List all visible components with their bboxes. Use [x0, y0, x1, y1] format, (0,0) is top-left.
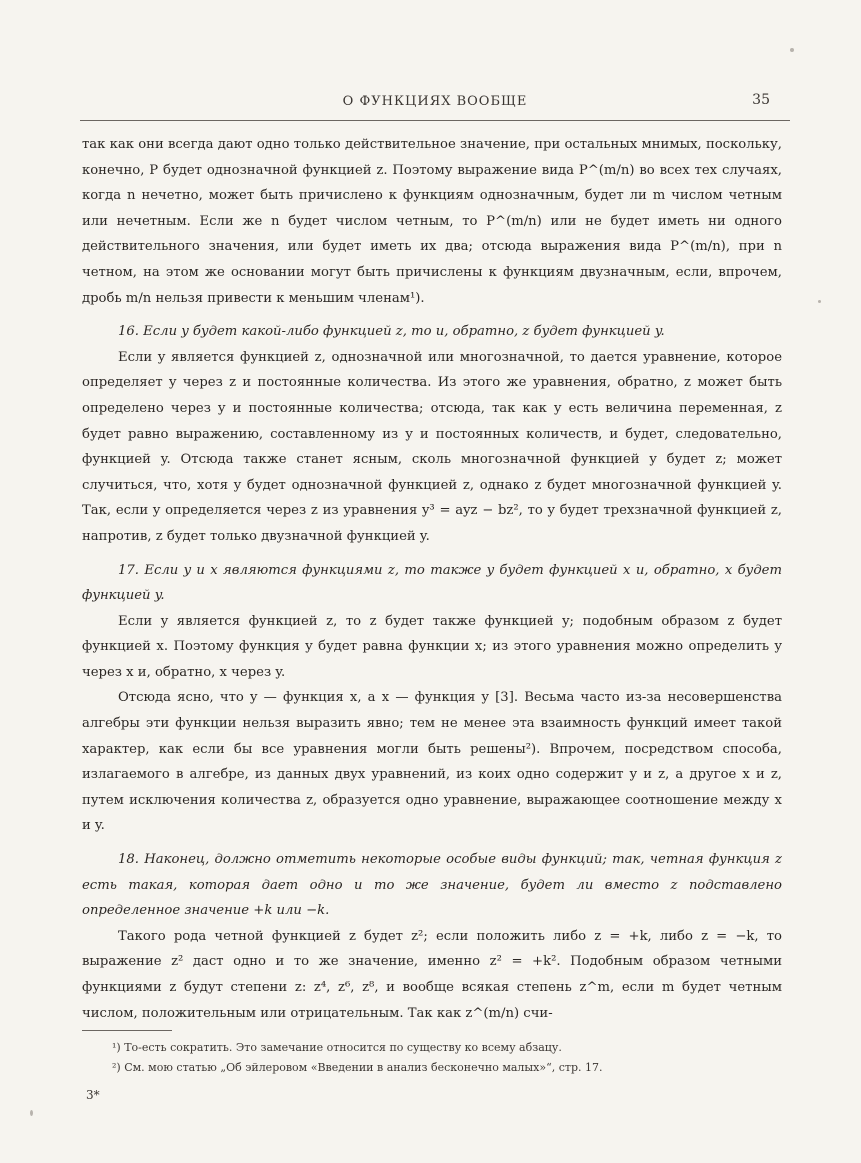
footnote-divider — [82, 1030, 172, 1031]
ink-speck — [790, 48, 794, 52]
footnote-1: ¹) То-есть сократить. Это замечание относится по существу ко всему абзацу. — [112, 1041, 562, 1054]
main-text — [82, 132, 782, 1026]
ink-speck — [818, 300, 821, 303]
running-header — [80, 92, 790, 121]
section-18-text: Такого рода четной функцией z будет z²; если положить либо z = +k, либо z = −k, то выражение z² даст одно и то же значение, именно z² = +k². Подобным образом четными функциями z будут степени z: z⁴, z⁶, z⁸, и вообще всякая степень z^m, если m будет четным числом, положительным или отрицательным. Так как z^(m/n) счи- — [82, 928, 782, 1021]
paragraph-continuation: так как они всегда дают одно только действительное значение, при остальных мнимых, поскольку, конечно, P будет однозначной функцией z. Поэтому выражение вида P^(m/n) во всех тех случаях, когда n нечетно, может быть причислено к функциям однозначным, будет ли m числом четным или нечетным. Если же n будет числом четным, то P^(m/n) или не будет иметь ни одного действительного значения, или будет иметь их два; отсюда выражения вида P^(m/n), при n четном, на этом же основании могут быть причислены к функциям двузначным, если, впрочем, дробь m/n нельзя привести к меньшим членам¹). — [82, 137, 782, 306]
section-18-heading: 18. Наконец, должно отметить некоторые особые виды функций; так, четная функция z есть такая, которая дает одно и то же значение, будет ли вместо z подставлено определенное значение +k или −k. — [82, 852, 782, 919]
printer-signature: 3* — [86, 1088, 100, 1102]
section-17-text: Если y является функцией z, то z будет также функцией y; подобным образом z будет функцией x. Поэтому функция y будет равна функции x; из этого уравнения можно определить y через x и, обратно, x через y. — [82, 613, 782, 680]
ink-speck — [30, 1110, 33, 1116]
header-title: О ФУНКЦИЯХ ВООБЩЕ — [342, 94, 528, 109]
footnote-2: ²) См. мою статью „Об эйлеровом «Введении в анализ бесконечно малых»“, стр. 17. — [112, 1061, 603, 1074]
section-17-heading: 17. Если y и x являются функциями z, то также y будет функцией x и, обратно, x будет функцией y. — [82, 562, 782, 604]
section-17-text-2: Отсюда ясно, что y — функция x, а x — функция y [3]. Весьма часто из-за несовершенства алгебры эти функции нельзя выразить явно; тем не менее эта взаимность функций имеет такой характер, как если бы все уравнения могли быть решены²). Впрочем, посредством способа, излагаемого в алгебре, из данных двух уравнений, из коих одно содержит y и z, а другое x и z, путем исключения количества z, образуется одно уравнение, выражающее соотношение между x и y. — [82, 690, 782, 834]
section-16-heading: 16. Если y будет какой-либо функцией z, то и, обратно, z будет функцией y. — [118, 324, 665, 340]
page-number: 35 — [752, 92, 770, 108]
footnotes — [112, 1038, 772, 1078]
section-16-text: Если y является функцией z, однозначной или многозначной, то дается уравнение, которое определяет y через z и постоянные количества. Из этого же уравнения, обратно, z может быть определено через y и постоянные количества; отсюда, так как y есть величина переменная, z будет равно выражению, составленному из y и постоянных количеств, и будет, следовательно, функцией y. Отсюда также станет ясным, сколь многозначной функцией y будет z; может случиться, что, хотя y будет однозначной функцией z, однако z будет многозначной функцией y. Так, если y определяется через z из уравнения y³ = ayz − bz², то y будет трехзначной функцией z, напротив, z будет только двузначной функцией y. — [82, 349, 782, 544]
